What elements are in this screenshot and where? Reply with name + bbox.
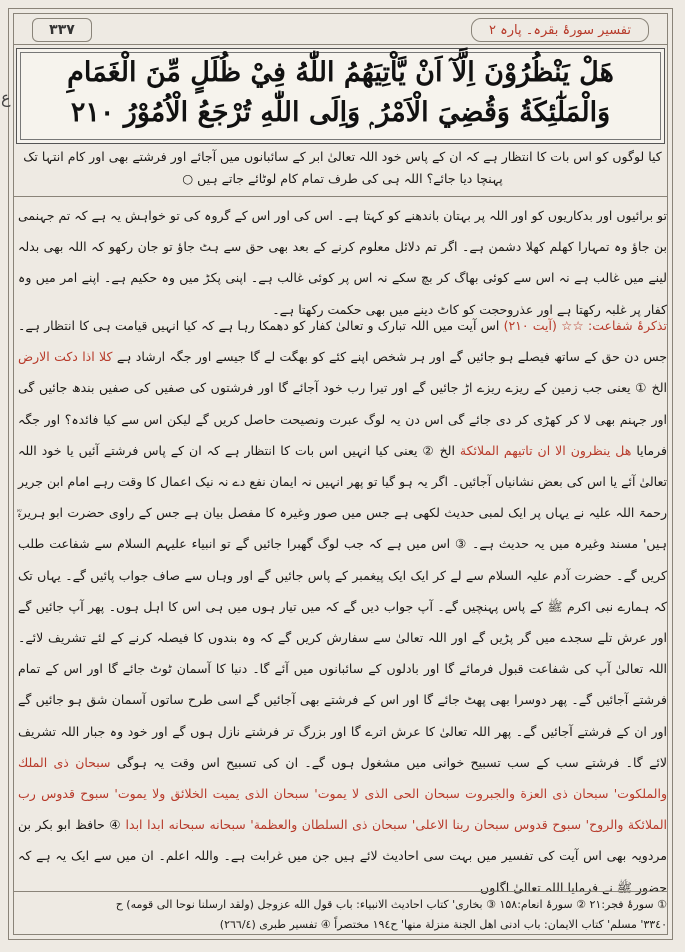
verse-line-2: وَالْمَلٰٓئِكَةُ وَقُضِيَ الْاَمْرُ ۭ وَاِلَى اللّٰهِ تُرْجَعُ الْاُمُوْرُ ۲۱۰: [70, 97, 611, 128]
commentary-paragraph-2: [18, 310, 668, 895]
commentary-text-c: الخ ② یعنی کیا انہیں اس بات کا انتظار ہے کہ ان کے پاس فرشتے آئیں یا خود اللہ تعالیٰ آئے یا اس کی بعض نشانیاں آجائیں۔ اگر یہ ہو گیا تو پھر انہیں نہ ایمان نفع دے نہ نیک اعمال کا وقت رہے امام ابن جریر رحمۃ اللہ علیہ نے یہاں پر ایک لمبی حدیث لکھی ہے جس میں صور وغیرہ کا مفصل بیان ہے جس کے راوی حضرت ابو ہریرہؓ ہیں' مسند وغیرہ میں یہ حدیث ہے۔ ③ اس میں ہے کہ جب لوگ گھبرا جائیں گے تو انبیاء علیہم السلام سے شفاعت طلب کریں گے۔ حضرت آدم علیہ السلام سے لے کر ایک ایک پیغمبر کے پاس جائیں گے اور وہاں سے صاف جواب پائیں گے۔ یہاں تک کہ ہمارے نبی اکرم ﷺ کے پاس پہنچیں گے۔ آپ جواب دیں گے کہ میں تیار ہوں میں ہی اس کا اہل ہوں۔ پھر آپ جائیں گے اور عرش تلے سجدے میں گر پڑیں گے اور اللہ تعالیٰ سے سفارش کریں گے کہ وہ بندوں کا فیصلہ کرنے کے لئے تشریف لائے۔ اللہ تعالیٰ آپ کی شفاعت قبول فرمائے گا اور بادلوں کے سائبانوں میں آئے گا۔ دنیا کا آسمان ٹوٹ جائے گا اور اس کے تمام فرشتے آجائیں گے۔ پھر دوسرا بھی پھٹ جائے گا اور اس کے فرشتے بھی آجائیں گے اسی طرح ساتوں آسمان شق ہو جائیں گے اور ان کے فرشتے آجائیں گے۔ پھر اللہ تعالیٰ کا عرش اترے گا اور بزرگ تر فرشتے نازل ہوں گے اور خود وہ جبار اللہ تشریف لائے گا۔ فرشتے سب کے سب تسبیح خوانی میں مشغول ہوں گے۔ ان کی تسبیح اس وقت یہ ہوگی: [18, 442, 668, 770]
page-number: ۳۳۷: [32, 18, 92, 42]
quoted-verse-2: هل ينظرون الا ان تاتيهم الملائكة: [459, 442, 632, 458]
quran-verse-box: [16, 48, 665, 144]
commentary-paragraph-1: تو برائیوں اور بدکاریوں کو اور اللہ پر بہتان باندھنے کو کہتا ہے۔ اس کی اور اس کے گروہ کی تو خواہش یہ ہے کہ تم جہنمی بن جاؤ وہ تمہارا کھلم کھلا دشمن ہے۔ اگر تم دلائل معلوم کرنے کے بعد بھی حق سے ہٹ جاؤ تو جان رکھو کہ اللہ بھی بدلہ لینے میں غالب ہے نہ اس سے کوئی بھاگ کر بچ سکے نہ اس پر کوئی غالب ہے۔ اپنی پکڑ میں وہ حکیم ہے۔ اپنے امر میں وہ کفار پر غلبہ رکھتا ہے اور عذروحجت کو کاٹ دینے میں بھی حکمت رکھتا ہے۔: [18, 208, 667, 317]
tasbih-text: سبحان ذى الملك والملكوت' سبحان ذى العزة والجبروت سبحان الحى الذى لا يموت' سبحان الذى يميت الخلائق ولا يموت' سبوح قدوس رب الملائكة والروح' سبوح قدوس سبحان ربنا الاعلى' سبحان ذى السلطان والعظمة' سبحانه سبحانه ابدا ابدا: [18, 754, 667, 833]
quran-verse-inner-frame: [20, 52, 661, 140]
running-title: تفسیر سورۂ بقرہ۔ پارہ ۲: [471, 18, 649, 42]
footnotes: [18, 895, 667, 935]
ayah-reference: (آیت ۲۱۰): [503, 318, 557, 333]
quoted-verse-1: كلا اذا دكت الارض: [18, 349, 113, 365]
section-stars: ☆☆: [561, 318, 584, 333]
commentary-text-a: اس آیت میں اللہ تبارک و تعالیٰ کفار کو دھمکا رہا ہے کہ کیا انہیں قیامت ہی کا انتظار ہے۔ جس دن حق کے ساتھ فیصلے ہو جائیں گے اور ہر شخص اپنے کئے کو بھگت لے گا جیسے اور جگہ ارشاد ہے: [18, 318, 667, 365]
page-header: [14, 14, 667, 45]
commentary-text-d: ④ حافظ ابو بکر بن مردویہ بھی اس آیت کی تفسیر میں بہت سی احادیث لائے ہیں جن میں غرابت ہے۔ واللہ اعلم۔ ان میں سے ایک یہ ہے کہ حضور ﷺ نے فرمایا اللہ تعالیٰ اگلوں: [18, 817, 667, 895]
footnote-divider: [14, 891, 667, 892]
commentary-text-b: الخ ① یعنی جب زمین کے ریزے ریزے اڑ جائیں گے اور تیرا رب خود آجائے گا اور فرشتوں کی صفیں کی صفیں بندھ جائیں گی اور جہنم بھی لا کر کھڑی کر دی جائے گی اس دن یہ لوگ عبرت ونصیحت حاصل کریں گے لیکن اس سے کیا فائدہ؟ اور جگہ فرمایا: [18, 380, 667, 458]
footnote-line-1: ① سورۂ فجر:۲۱ ② سورۂ انعام:۱۵۸ ③ بخاری' کتاب احادیث الانبیاء: باب قول الله عزوجل (ولقد ارسلنا نوحا الى قومه) ح: [115, 898, 667, 911]
ruku-marker: ع: [1, 88, 11, 107]
verse-line-1: هَلْ يَنْظُرُوْنَ اِلَّآ اَنْ يَّاْتِيَهُمُ اللّٰهُ فِيْ ظُلَلٍ مِّنَ الْغَمَامِ: [67, 57, 614, 88]
divider-rule: [14, 196, 667, 197]
verse-translation: کیا لوگوں کو اس بات کا انتظار ہے کہ ان کے پاس خود اللہ تعالیٰ ابر کے سائبانوں میں آجائے اور فرشتے بھی اور کام انتہا تک پہنچا دیا جائے؟ اللہ ہی کی طرف تمام کام لوٹائے جاتے ہیں ○: [23, 149, 662, 186]
section-heading: تذکرۂ شفاعت:: [588, 318, 667, 333]
footnote-line-2: ٣٣٤٠' مسلم' كتاب الايمان: باب ادنى اهل الجنة منزلة منها' ح١٩٤ مختصراً ④ تفسير طبرى (٢٦٦/٤): [219, 918, 667, 931]
